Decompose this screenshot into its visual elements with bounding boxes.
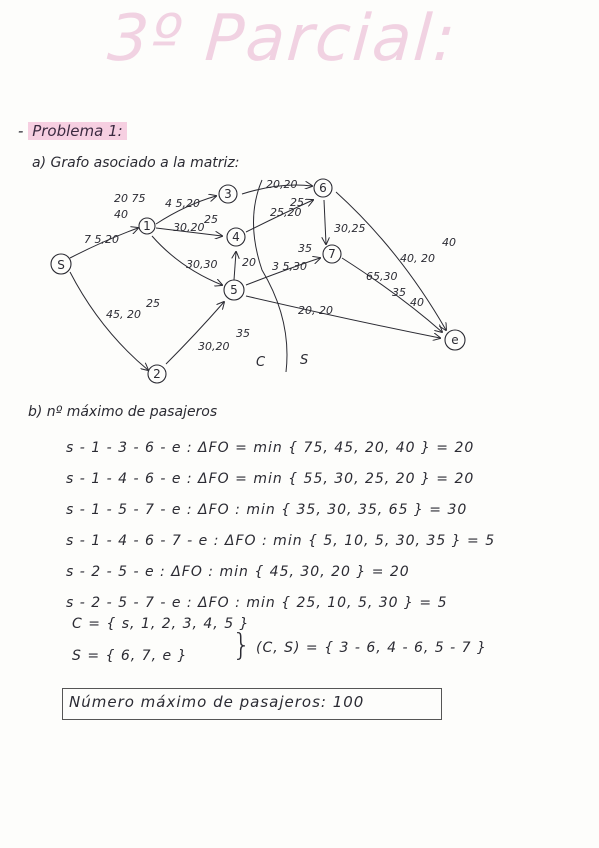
edge-label-s1-top2: 40 [114,208,128,221]
cut-s-set: S = { 6, 7, e } [72,648,188,664]
edge-label-36: 20,20 [266,178,298,191]
edge-2-5 [166,302,224,364]
edge-label-14-extra: 25 [204,213,218,226]
edge-label-6e: 40, 20 [400,252,435,265]
path-line: s - 2 - 5 - 7 - e : ΔFO : min { 25, 10, 5, 30 } = 5 [66,595,448,611]
problem-label: Problema 1: [28,122,126,140]
node-label: 3 [224,187,232,201]
edge-label-46-extra: 25 [290,196,304,209]
node-label: 1 [143,219,151,233]
part-b-heading: b) nº máximo de pasajeros [28,404,218,420]
cut-sets [72,616,252,680]
node-label: 2 [153,367,161,381]
node-label: 7 [328,247,336,261]
edge-label-13: 4 5,20 [165,197,200,210]
edge-6-7 [324,200,326,244]
node-label: 5 [230,283,238,297]
page-title: 3º Parcial: [105,2,460,76]
flow-graph [0,170,599,390]
edge-label-67: 30,25 [334,222,366,235]
edge-5-4 [234,252,236,280]
path-line: s - 1 - 4 - 6 - 7 - e : ΔFO : min { 5, 10, 5, 30, 35 } = 5 [66,533,496,549]
cut-c-set: C = { s, 1, 2, 3, 4, 5 } [72,616,250,632]
edge-label-s1: 7 5,20 [84,233,119,246]
edge-label-6e-extra: 40 [442,236,456,249]
edge-s-2 [70,272,148,370]
answer-box: Número máximo de pasajeros: 100 [62,688,442,720]
edge-label-25: 30,20 [198,340,230,353]
edge-label-s2-extra: 25 [146,297,160,310]
path-line: s - 1 - 4 - 6 - e : ΔFO = min { 55, 30, 25, 20 } = 20 [66,471,475,487]
edge-label-7e: 65,30 [366,270,398,283]
edge-label-25-extra: 35 [236,327,250,340]
path-line: s - 1 - 5 - 7 - e : ΔFO : min { 35, 30, 35, 65 } = 30 [66,502,468,518]
node-label: 6 [319,181,327,195]
edge-label-s1-top: 20 75 [114,192,146,205]
path-line: s - 1 - 3 - 6 - e : ΔFO = min { 75, 45, 20, 40 } = 20 [66,440,475,456]
edge-label-7e-extra2: 40 [410,296,424,309]
augmenting-paths [66,440,495,626]
graph-edge-labels [84,178,459,370]
cut-label-s: S [300,353,309,368]
node-label: 4 [232,230,240,244]
cut-pair: (C, S) = { 3 - 6, 4 - 6, 5 - 7 } [256,640,487,656]
part-a-heading: a) Grafo asociado a la matriz: [32,155,240,171]
edge-label-14: 30,20 [173,221,205,234]
edge-label-15: 30,30 [186,258,218,271]
path-line: s - 2 - 5 - e : ΔFO : min { 45, 30, 20 } = 20 [66,564,410,580]
problem-dash: - [18,122,29,140]
edge-label-57-extra: 35 [298,242,312,255]
cut-label-c: C [256,355,266,370]
edge-label-54: 20 [242,256,256,269]
node-label: e [451,333,459,347]
edge-label-57: 3 5,30 [272,260,307,273]
node-label: S [57,258,65,272]
edge-label-46: 25,20 [270,206,302,219]
problem-heading [18,122,127,140]
edge-label-5e: 20, 20 [298,304,333,317]
edge-label-s2: 45, 20 [106,308,141,321]
edge-label-7e-extra: 35 [392,286,406,299]
brace-symbol: } [232,628,252,663]
